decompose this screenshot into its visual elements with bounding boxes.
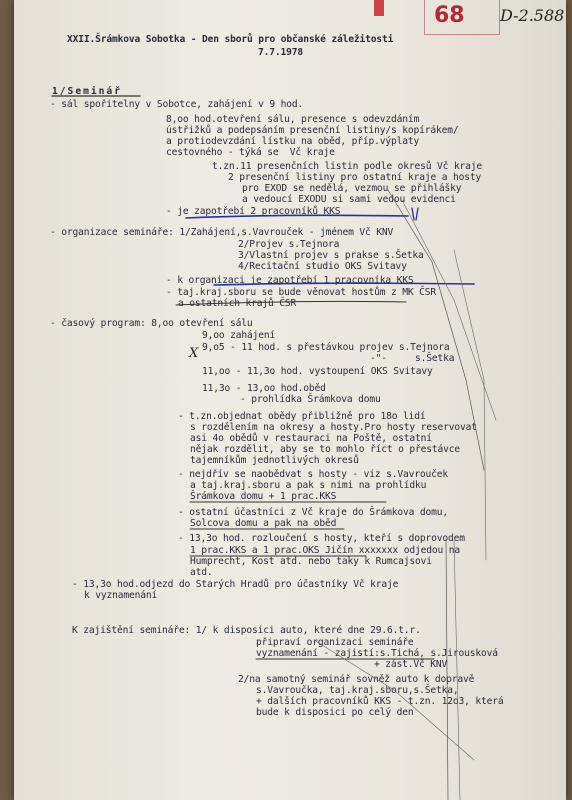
doc-line: -"- s.Šetka	[370, 353, 455, 364]
doc-line: - organizace semináře: 1/Zahájení,s.Vavrouček - jménem Vč KNV	[50, 227, 394, 238]
doc-line: - časový program: 8,oo otevření sálu	[50, 318, 253, 329]
doc-line: 2/na samotný seminář sovněž auto k dopravě	[238, 674, 475, 685]
doc-line: připraví organizaci semináře	[256, 637, 414, 648]
doc-line: a ostatních krajů ČSR	[178, 298, 297, 309]
doc-line: - 13,3o hod. rozloučení s hosty, kteří s doprovodem	[178, 533, 465, 544]
doc-line: Solcova domu a pak na oběd	[190, 518, 337, 529]
doc-line: 2/Projev s.Tejnora	[238, 239, 340, 250]
header-date: 7.7.1978	[258, 47, 304, 58]
doc-line: a taj.kraj.sboru a pak s nimi na prohlídku	[190, 480, 427, 491]
doc-line: atd.	[190, 567, 213, 578]
doc-line: - 13,3o hod.odjezd do Starých Hradů pro účastníky Vč kraje	[72, 579, 399, 590]
doc-line: 8,oo hod.otevření sálu, presence s odevzdáním	[166, 114, 420, 125]
doc-line: k vyznamenání	[84, 590, 158, 601]
pencil-line	[388, 190, 484, 470]
doc-line: - prohlídka Šrámkova domu	[240, 394, 381, 405]
pencil-underline	[176, 301, 406, 305]
doc-line: 2 presenční listiny pro ostatní kraje a hosty	[228, 172, 482, 183]
pencil-line	[402, 200, 496, 420]
doc-line: a protiodevzdání lístku na oběd, příp.výplaty	[166, 136, 420, 147]
pencil-line	[314, 640, 474, 760]
doc-line: - taj.kraj.sboru se bude věnovat hostům z MK ČSR	[166, 287, 437, 298]
doc-line: 9,oo zahájení	[202, 330, 276, 341]
doc-line: 1 prac.KKS a 1 prac.OKS Jičín xxxxxxx odjedou na	[190, 545, 461, 556]
doc-line: K zajištění semináře: 1/ k disposici auto, které dne 29.6.t.r.	[72, 625, 421, 636]
doc-line: - nejdřív se naobědvat s hosty - viz s.Vavrouček	[178, 469, 449, 480]
section-title: 1/Seminář	[52, 86, 122, 97]
pencil-line	[454, 250, 486, 560]
pencil-line	[454, 540, 460, 800]
handwritten-mark: X	[189, 346, 199, 361]
doc-line: 11,3o - 13,oo hod.oběd	[202, 383, 326, 394]
blue-underline	[186, 215, 408, 218]
pen-annotations	[14, 0, 566, 800]
doc-line: a vedoucí EXODU si sami vedou evidenci	[242, 194, 456, 205]
doc-line: asi 4o obědů v restauraci na Poště, ostatní	[190, 433, 432, 444]
header-title: XXII.Šrámkova Sobotka - Den sborů pro občanské záležitosti	[67, 34, 394, 45]
doc-line: 3/Vlastní projev s prakse s.Šetka	[238, 250, 424, 261]
doc-line: bude k disposici po celý den	[256, 707, 414, 718]
doc-line: - je zapotřebí 2 pracovníků KKS	[166, 206, 341, 217]
blue-bracket	[412, 208, 418, 220]
pencil-line	[446, 540, 448, 800]
doc-line: nějak rozdělit, aby se to mohlo říct o přestávce	[190, 444, 461, 455]
doc-line: vyznamenání - zajistí:s.Tichá, s.Jirousková	[256, 648, 498, 659]
doc-line: s.Vavroučka, taj.kraj.sboru,s.Šetka,	[256, 685, 459, 696]
blue-underline	[214, 283, 474, 285]
doc-line: ústřižků a podepsáním presenční listiny/s kopírákem/	[166, 125, 459, 136]
doc-line: cestovného - týká se Vč kraje	[166, 147, 335, 158]
doc-line: 11,oo - 11,3o hod. vystoupení OKS Svitavy	[202, 366, 433, 377]
doc-line: tajemníkům jednotlivých okresů	[190, 455, 359, 466]
doc-line: + zást.Vč KNV	[374, 659, 448, 670]
doc-line: + dalších pracovníků KKS - t.zn. 12o3, která	[256, 696, 504, 707]
doc-line: 4/Recitační studio OKS Svitavy	[238, 261, 407, 272]
doc-line: - sál spořitelny v Sobotce, zahájení v 9 hod.	[50, 99, 304, 110]
doc-line: Humprecht, Kost atd. nebo taky k Rumcajsovi	[190, 556, 432, 567]
document-page	[14, 0, 566, 800]
doc-line: - t.zn.objednat obědy přibližně pro 18o lidí	[178, 411, 426, 422]
archive-reference: D-2.588	[500, 6, 565, 25]
doc-line: 9,o5 - 11 hod. s přestávkou projev s.Tejnora	[202, 342, 450, 353]
doc-line: - k organizaci je zapotřebí 1 pracovníka KKS	[166, 275, 414, 286]
doc-line: s rozdělením na okresy a hosty.Pro hosty reservovat	[190, 422, 477, 433]
stamp-number: 68	[434, 3, 465, 28]
doc-line: - ostatní účastníci z Vč kraje do Šrámkova domu,	[178, 507, 449, 518]
doc-line: Šrámkova domu + 1 prac.KKS	[190, 491, 337, 502]
doc-line: t.zn.11 presenčních listin podle okresů Vč kraje	[212, 161, 483, 172]
doc-line: pro EXOD se nedělá, vezmou se přihlášky	[242, 183, 462, 194]
